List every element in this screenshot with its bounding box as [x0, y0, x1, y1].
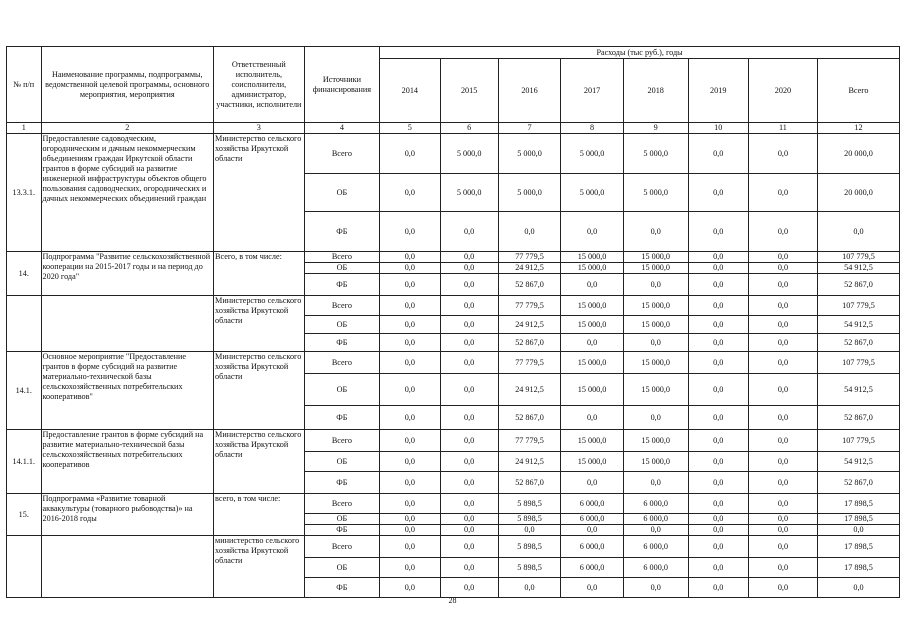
year-value: 0,0	[688, 134, 748, 174]
year-value: 0,0	[688, 452, 748, 472]
col-header-year: 2017	[561, 59, 624, 123]
year-value: 52 867,0	[498, 334, 561, 352]
year-value: 5 898,5	[498, 558, 561, 578]
row-number: 14.1.	[7, 352, 42, 430]
year-value: 6 000,0	[623, 494, 688, 514]
responsible-executor: всего, в том числе:	[214, 494, 305, 536]
responsible-executor: Министерство сельского хозяйства Иркутской области	[214, 430, 305, 494]
funding-source: ОБ	[304, 174, 379, 212]
total-value: 52 867,0	[817, 406, 899, 430]
col-header-source: Источники финансирования	[304, 47, 379, 123]
year-value: 0,0	[380, 274, 440, 296]
col-header-total: Всего	[817, 59, 899, 123]
total-value: 0,0	[817, 212, 899, 252]
year-value: 6 000,0	[561, 536, 624, 558]
year-value: 15 000,0	[623, 430, 688, 452]
year-value: 0,0	[688, 406, 748, 430]
total-value: 20 000,0	[817, 134, 899, 174]
funding-source: ОБ	[304, 316, 379, 334]
responsible-executor: Министерство сельского хозяйства Иркутской области	[214, 134, 305, 252]
year-value: 0,0	[623, 212, 688, 252]
year-value: 52 867,0	[498, 472, 561, 494]
item-name: Предоставление садоводческим, огородническим и дачным некоммерческим объединениям граждан Иркутской области грантов в форме субсидий на развитие инженерной инфраструктуры объектов общего пользования садоводческих, огороднических и дачных некоммерческих объединений граждан	[41, 134, 214, 252]
year-value: 0,0	[748, 212, 817, 252]
year-value: 0,0	[440, 494, 498, 514]
total-value: 107 779,5	[817, 296, 899, 316]
funding-source: ОБ	[304, 514, 379, 525]
row-number: 14.1.1.	[7, 430, 42, 494]
column-number: 4	[304, 123, 379, 134]
total-value: 20 000,0	[817, 174, 899, 212]
year-value: 0,0	[623, 274, 688, 296]
year-value: 0,0	[561, 212, 624, 252]
year-value: 0,0	[688, 334, 748, 352]
year-value: 52 867,0	[498, 274, 561, 296]
funding-source: ОБ	[304, 452, 379, 472]
year-value: 0,0	[688, 352, 748, 374]
year-value: 0,0	[748, 252, 817, 263]
year-value: 0,0	[380, 472, 440, 494]
table-row	[7, 296, 900, 316]
year-value: 0,0	[380, 252, 440, 263]
year-value: 15 000,0	[561, 352, 624, 374]
column-number: 3	[214, 123, 305, 134]
funding-source: Всего	[304, 430, 379, 452]
year-value: 0,0	[748, 406, 817, 430]
year-value: 0,0	[440, 212, 498, 252]
year-value: 0,0	[380, 263, 440, 274]
year-value: 6 000,0	[623, 536, 688, 558]
year-value: 0,0	[623, 334, 688, 352]
year-value: 5 000,0	[498, 134, 561, 174]
year-value: 15 000,0	[561, 263, 624, 274]
year-value: 15 000,0	[561, 252, 624, 263]
col-header-year: 2014	[380, 59, 440, 123]
year-value: 15 000,0	[623, 452, 688, 472]
year-value: 0,0	[561, 525, 624, 536]
year-value: 15 000,0	[623, 252, 688, 263]
year-value: 0,0	[688, 514, 748, 525]
column-number: 5	[380, 123, 440, 134]
year-value: 0,0	[440, 536, 498, 558]
year-value: 0,0	[561, 472, 624, 494]
year-value: 0,0	[380, 316, 440, 334]
year-value: 6 000,0	[561, 494, 624, 514]
responsible-executor: Министерство сельского хозяйства Иркутской области	[214, 296, 305, 352]
col-header-year: 2019	[688, 59, 748, 123]
year-value: 0,0	[440, 296, 498, 316]
total-value: 17 898,5	[817, 558, 899, 578]
year-value: 6 000,0	[623, 514, 688, 525]
year-value: 0,0	[440, 452, 498, 472]
column-number: 7	[498, 123, 561, 134]
year-value: 0,0	[440, 558, 498, 578]
year-value: 0,0	[688, 525, 748, 536]
funding-source: ФБ	[304, 334, 379, 352]
page-number: 28	[448, 596, 457, 605]
total-value: 107 779,5	[817, 430, 899, 452]
year-value: 0,0	[748, 578, 817, 598]
year-value: 24 912,5	[498, 316, 561, 334]
year-value: 0,0	[440, 263, 498, 274]
year-value: 0,0	[440, 352, 498, 374]
year-value: 77 779,5	[498, 296, 561, 316]
year-value: 6 000,0	[623, 558, 688, 578]
year-value: 0,0	[623, 525, 688, 536]
year-value: 5 898,5	[498, 514, 561, 525]
year-value: 0,0	[380, 578, 440, 598]
year-value: 0,0	[748, 274, 817, 296]
year-value: 77 779,5	[498, 252, 561, 263]
total-value: 107 779,5	[817, 352, 899, 374]
year-value: 0,0	[380, 494, 440, 514]
year-value: 0,0	[688, 252, 748, 263]
year-value: 5 000,0	[498, 174, 561, 212]
year-value: 0,0	[380, 374, 440, 406]
year-value: 5 000,0	[440, 134, 498, 174]
col-header-no: № п/п	[7, 47, 42, 123]
column-number: 6	[440, 123, 498, 134]
total-value: 17 898,5	[817, 494, 899, 514]
funding-source: ФБ	[304, 578, 379, 598]
year-value: 0,0	[380, 558, 440, 578]
year-value: 5 000,0	[440, 174, 498, 212]
col-header-name: Наименование программы, подпрограммы, ведомственной целевой программы, основного мероприятия, мероприятия	[41, 47, 214, 123]
year-value: 15 000,0	[623, 352, 688, 374]
year-value: 0,0	[688, 494, 748, 514]
year-value: 0,0	[440, 578, 498, 598]
year-value: 0,0	[688, 536, 748, 558]
year-value: 0,0	[440, 374, 498, 406]
responsible-executor: Всего, в том числе:	[214, 252, 305, 296]
year-value: 0,0	[440, 252, 498, 263]
item-name	[41, 296, 214, 352]
year-value: 24 912,5	[498, 263, 561, 274]
year-value: 24 912,5	[498, 374, 561, 406]
column-number: 8	[561, 123, 624, 134]
year-value: 6 000,0	[561, 514, 624, 525]
col-header-expenses: Расходы (тыс руб.), годы	[380, 47, 900, 59]
total-value: 17 898,5	[817, 536, 899, 558]
year-value: 5 000,0	[623, 134, 688, 174]
year-value: 0,0	[688, 472, 748, 494]
year-value: 0,0	[380, 452, 440, 472]
year-value: 0,0	[380, 212, 440, 252]
year-value: 6 000,0	[561, 558, 624, 578]
total-value: 0,0	[817, 578, 899, 598]
year-value: 0,0	[380, 536, 440, 558]
year-value: 0,0	[688, 578, 748, 598]
funding-source: ФБ	[304, 406, 379, 430]
year-value: 0,0	[748, 514, 817, 525]
year-value: 0,0	[380, 334, 440, 352]
year-value: 0,0	[561, 578, 624, 598]
column-number: 2	[41, 123, 214, 134]
year-value: 0,0	[440, 316, 498, 334]
table-row	[7, 494, 900, 514]
col-header-responsible: Ответственный исполнитель, соисполнители, администратор, участники, исполнители	[214, 47, 305, 123]
year-value: 0,0	[748, 374, 817, 406]
column-number: 10	[688, 123, 748, 134]
total-value: 52 867,0	[817, 334, 899, 352]
col-header-year: 2020	[748, 59, 817, 123]
year-value: 0,0	[688, 212, 748, 252]
year-value: 0,0	[748, 536, 817, 558]
year-value: 77 779,5	[498, 352, 561, 374]
funding-source: Всего	[304, 134, 379, 174]
year-value: 0,0	[380, 352, 440, 374]
year-value: 0,0	[748, 430, 817, 452]
row-number: 13.3.1.	[7, 134, 42, 252]
item-name: Подпрограмма "Развитие сельскохозяйственной кооперации на 2015-2017 годы и на период до 2020 года"	[41, 252, 214, 296]
year-value: 0,0	[688, 316, 748, 334]
year-value: 0,0	[688, 263, 748, 274]
col-header-year: 2018	[623, 59, 688, 123]
year-value: 5 000,0	[623, 174, 688, 212]
table-row	[7, 352, 900, 374]
year-value: 52 867,0	[498, 406, 561, 430]
funding-source: ОБ	[304, 374, 379, 406]
year-value: 0,0	[561, 274, 624, 296]
funding-source: ФБ	[304, 212, 379, 252]
total-value: 54 912,5	[817, 452, 899, 472]
year-value: 0,0	[380, 430, 440, 452]
column-number: 1	[7, 123, 42, 134]
col-header-year: 2016	[498, 59, 561, 123]
funding-source: Всего	[304, 494, 379, 514]
table-row	[7, 134, 900, 174]
year-value: 0,0	[380, 525, 440, 536]
year-value: 0,0	[623, 406, 688, 430]
year-value: 5 898,5	[498, 494, 561, 514]
header-row	[7, 47, 900, 59]
year-value: 0,0	[688, 558, 748, 578]
column-number: 12	[817, 123, 899, 134]
year-value: 0,0	[748, 296, 817, 316]
year-value: 0,0	[748, 352, 817, 374]
funding-source: ФБ	[304, 472, 379, 494]
year-value: 0,0	[748, 452, 817, 472]
total-value: 52 867,0	[817, 274, 899, 296]
year-value: 0,0	[440, 274, 498, 296]
year-value: 0,0	[748, 525, 817, 536]
year-value: 0,0	[688, 174, 748, 212]
year-value: 0,0	[748, 558, 817, 578]
funding-source: Всего	[304, 352, 379, 374]
year-value: 0,0	[561, 334, 624, 352]
year-value: 0,0	[440, 472, 498, 494]
total-value: 54 912,5	[817, 263, 899, 274]
row-number	[7, 536, 42, 598]
year-value: 0,0	[380, 174, 440, 212]
year-value: 15 000,0	[623, 263, 688, 274]
item-name: Предоставление грантов в форме субсидий на развитие материально-технической базы сельскохозяйственных потребительских кооперативов	[41, 430, 214, 494]
year-value: 0,0	[748, 334, 817, 352]
year-value: 5 898,5	[498, 536, 561, 558]
year-value: 0,0	[440, 430, 498, 452]
total-value: 54 912,5	[817, 374, 899, 406]
year-value: 0,0	[688, 374, 748, 406]
year-value: 0,0	[380, 134, 440, 174]
year-value: 5 000,0	[561, 134, 624, 174]
funding-source: ФБ	[304, 525, 379, 536]
year-value: 15 000,0	[561, 296, 624, 316]
year-value: 0,0	[440, 406, 498, 430]
table-row	[7, 536, 900, 558]
funding-source: ОБ	[304, 263, 379, 274]
year-value: 15 000,0	[623, 316, 688, 334]
year-value: 0,0	[380, 406, 440, 430]
table-row	[7, 430, 900, 452]
year-value: 0,0	[440, 514, 498, 525]
funding-source: ОБ	[304, 558, 379, 578]
year-value: 0,0	[688, 430, 748, 452]
item-name	[41, 536, 214, 598]
year-value: 77 779,5	[498, 430, 561, 452]
year-value: 15 000,0	[561, 316, 624, 334]
column-number-row	[7, 123, 900, 134]
year-value: 0,0	[748, 316, 817, 334]
year-value: 15 000,0	[623, 296, 688, 316]
total-value: 17 898,5	[817, 514, 899, 525]
row-number: 15.	[7, 494, 42, 536]
year-value: 0,0	[380, 296, 440, 316]
year-value: 15 000,0	[561, 430, 624, 452]
year-value: 0,0	[748, 494, 817, 514]
year-value: 0,0	[440, 334, 498, 352]
total-value: 107 779,5	[817, 252, 899, 263]
column-number: 11	[748, 123, 817, 134]
row-number: 14.	[7, 252, 42, 296]
year-value: 15 000,0	[623, 374, 688, 406]
year-value: 0,0	[623, 578, 688, 598]
funding-source: Всего	[304, 296, 379, 316]
year-value: 0,0	[688, 274, 748, 296]
funding-source: Всего	[304, 252, 379, 263]
year-value: 0,0	[748, 134, 817, 174]
year-value: 0,0	[380, 514, 440, 525]
funding-source: ФБ	[304, 274, 379, 296]
year-value: 0,0	[498, 212, 561, 252]
year-value: 15 000,0	[561, 452, 624, 472]
year-value: 0,0	[561, 406, 624, 430]
year-value: 0,0	[623, 472, 688, 494]
col-header-year: 2015	[440, 59, 498, 123]
year-value: 0,0	[748, 174, 817, 212]
year-value: 0,0	[748, 472, 817, 494]
total-value: 0,0	[817, 525, 899, 536]
year-value: 15 000,0	[561, 374, 624, 406]
table-row	[7, 252, 900, 263]
year-value: 0,0	[498, 578, 561, 598]
column-number: 9	[623, 123, 688, 134]
total-value: 54 912,5	[817, 316, 899, 334]
year-value: 0,0	[440, 525, 498, 536]
year-value: 0,0	[498, 525, 561, 536]
funding-source: Всего	[304, 536, 379, 558]
item-name: Подпрограмма «Развитие товарной аквакультуры (товарного рыбоводства)» на 2016-2018 годы	[41, 494, 214, 536]
row-number	[7, 296, 42, 352]
year-value: 5 000,0	[561, 174, 624, 212]
budget-table	[6, 46, 900, 598]
item-name: Основное мероприятие "Предоставление грантов в форме субсидий на развитие материально-технической базы сельскохозяйственных потребительских кооперативов"	[41, 352, 214, 430]
responsible-executor: Министерство сельского хозяйства Иркутской области	[214, 352, 305, 430]
responsible-executor: министерство сельского хозяйства Иркутской области	[214, 536, 305, 598]
year-value: 0,0	[688, 296, 748, 316]
year-value: 0,0	[748, 263, 817, 274]
year-value: 24 912,5	[498, 452, 561, 472]
total-value: 52 867,0	[817, 472, 899, 494]
